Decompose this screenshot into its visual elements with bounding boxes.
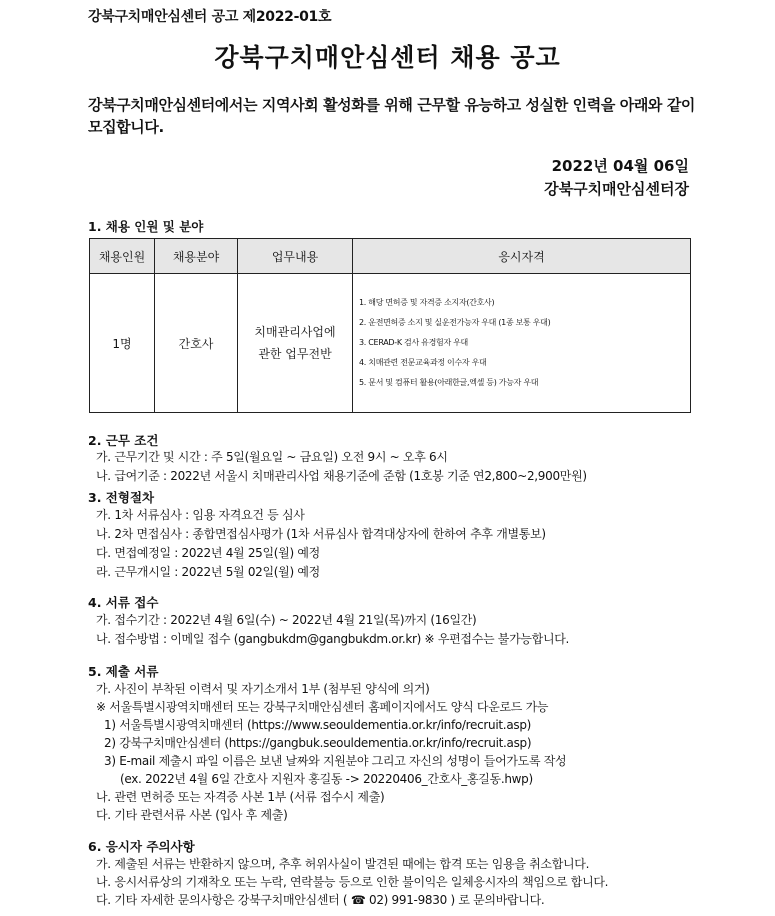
qualification-item: 3. CERAD-K 검사 유경험자 우대 — [359, 338, 468, 347]
section-2-heading: 2. 근무 조건 — [88, 433, 159, 448]
recruitment-table — [89, 238, 691, 413]
cell-qualification — [353, 274, 691, 413]
work-condition-line: 나. 급여기준 : 2022년 서울시 치매관리사업 채용기준에 준함 (1호봉 기준 연2,800~2,900만원) — [96, 469, 587, 483]
qualification-item: 5. 문서 및 컴퓨터 활용(아래한글,엑셀 등) 가능자 우대 — [359, 378, 539, 387]
work-condition-line: 가. 근무기간 및 시간 : 주 5일(월요일 ~ 금요일) 오전 9시 ~ 오후 6시 — [96, 450, 448, 464]
process-line: 나. 2차 면접심사 : 종합면접심사평가 (1차 서류심사 합격대상자에 한하여 추후 개별통보) — [96, 527, 546, 541]
process-line: 가. 1차 서류심사 : 임용 자격요건 등 심사 — [96, 508, 305, 522]
document-line: 가. 사진이 부착된 이력서 및 자기소개서 1부 (첨부된 양식에 의거) — [96, 682, 430, 696]
process-line: 라. 근무개시일 : 2022년 5월 02일(월) 예정 — [96, 565, 320, 579]
document-sub-item: 1) 서울특별시광역치매센터 (https://www.seouldementia.or.kr/info/recruit.asp) — [104, 718, 532, 732]
document-sub-item: 3) E-mail 제출시 파일 이름은 보낸 날짜와 지원분야 그리고 자신의 성명이 들어가도록 작성 — [104, 754, 567, 768]
announcement-date: 2022년 04월 06일 — [551, 157, 689, 175]
intro-text: 강북구치매안심센터에서는 지역사회 활성화를 위해 근무할 유능하고 성실한 인력을 아래와 같이 모집합니다. — [88, 96, 696, 136]
col-header-count: 채용인원 — [90, 239, 155, 274]
process-line: 다. 면접예정일 : 2022년 4월 25일(월) 예정 — [96, 546, 320, 560]
qualification-item: 2. 운전면허증 소지 및 실운전가능자 우대 (1종 보통 우대) — [359, 318, 551, 327]
section-3-heading: 3. 전형절차 — [88, 490, 155, 505]
document-example: (ex. 2022년 4월 6일 간호사 지원자 홍길동 -> 20220406_간호사_홍길동.hwp) — [120, 772, 533, 786]
section-6-heading: 6. 응시자 주의사항 — [88, 839, 195, 854]
qualification-item: 4. 치매관련 전문교육과정 이수자 우대 — [359, 358, 487, 367]
section-1-heading: 1. 채용 인원 및 분야 — [88, 219, 204, 234]
document-line: 다. 기타 관련서류 사본 (입사 후 제출) — [96, 808, 288, 822]
duty-line: 관한 업무전반 — [258, 347, 332, 361]
issuing-organization: 강북구치매안심센터장 — [544, 180, 689, 198]
notice-number: 강북구치매안심센터 공고 제2022-01호 — [88, 9, 332, 25]
caution-line: 가. 제출된 서류는 반환하지 않으며, 추후 허위사실이 발견된 때에는 합격 또는 임용을 취소합니다. — [96, 857, 590, 871]
table-header-row — [90, 239, 691, 274]
cell-count: 1명 — [90, 274, 155, 413]
application-line: 가. 접수기간 : 2022년 4월 6일(수) ~ 2022년 4월 21일(목)까지 (16일간) — [96, 613, 477, 627]
caution-line: 다. 기타 자세한 문의사항은 강북구치매안심센터 ( ☎ 02) 991-9830 ) 로 문의바랍니다. — [96, 893, 545, 907]
document-sub-item: 2) 강북구치매안심센터 (https://gangbuk.seouldementia.or.kr/info/recruit.asp) — [104, 736, 532, 750]
document-line: 나. 관련 면허증 또는 자격증 사본 1부 (서류 접수시 제출) — [96, 790, 385, 804]
page-title: 강북구치매안심센터 채용 공고 — [214, 43, 561, 72]
cell-duty — [238, 274, 353, 413]
table-row — [90, 274, 691, 413]
section-5-heading: 5. 제출 서류 — [88, 664, 159, 679]
application-line: 나. 접수방법 : 이메일 접수 (gangbukdm@gangbukdm.or.kr) ※ 우편접수는 불가능합니다. — [96, 632, 570, 646]
document-note: ※ 서울특별시광역치매센터 또는 강북구치매안심센터 홈페이지에서도 양식 다운로드 가능 — [96, 700, 549, 714]
col-header-duty: 업무내용 — [238, 239, 353, 274]
section-4-heading: 4. 서류 접수 — [88, 595, 159, 610]
duty-line: 치매관리사업에 — [254, 325, 336, 339]
cell-field: 간호사 — [155, 274, 238, 413]
caution-line: 나. 응시서류상의 기재착오 또는 누락, 연락불능 등으로 인한 불이익은 일체응시자의 책임으로 합니다. — [96, 875, 609, 889]
qualification-item: 1. 해당 면허증 및 자격증 소지자(간호사) — [359, 298, 495, 307]
col-header-qualification: 응시자격 — [353, 239, 691, 274]
col-header-field: 채용분야 — [155, 239, 238, 274]
